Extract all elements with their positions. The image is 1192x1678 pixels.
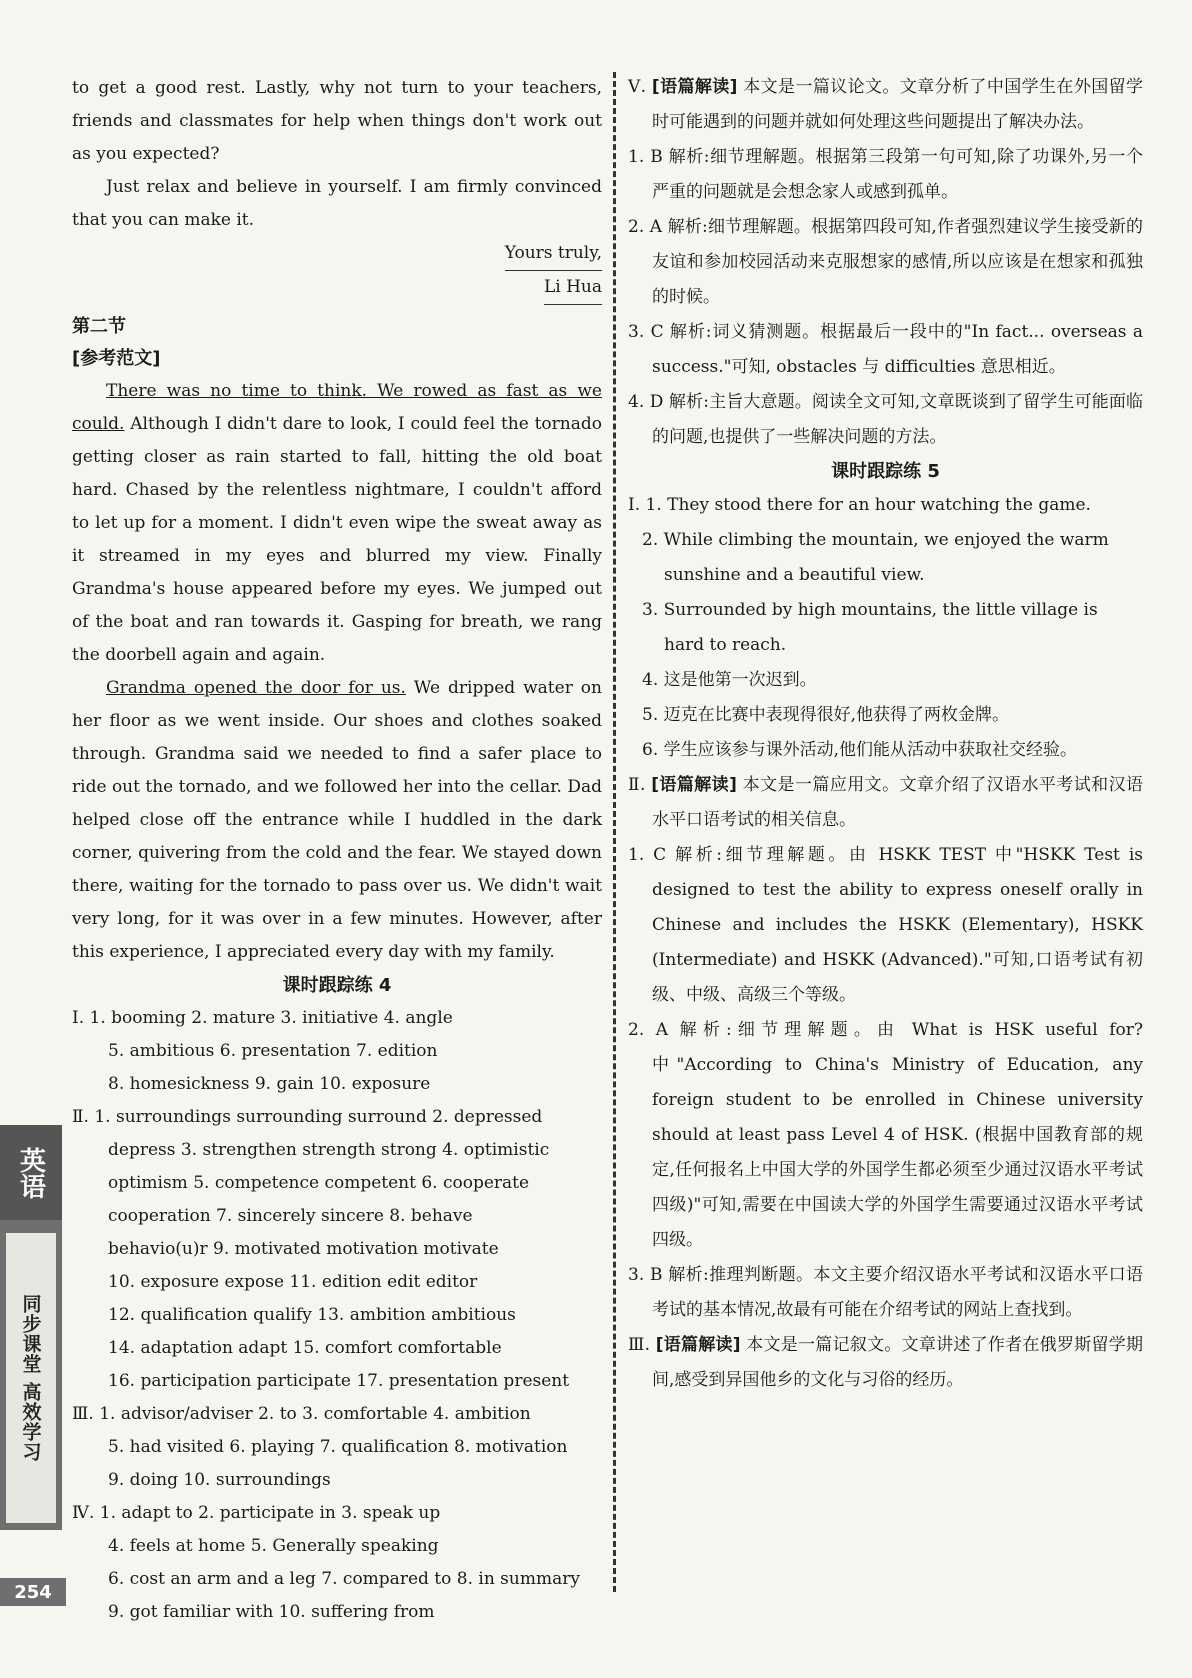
answer-line: 5. had visited 6. playing 7. qualification 8. motivation	[108, 1437, 568, 1457]
practice-4-title: 课时跟踪练 4	[282, 975, 392, 996]
essay-paragraph: There was no time to think. We rowed as fast as we could. Although I didn't dare to look, I could feel the tornado getting closer as rain started to fall, hitting the old boat hard. Chased by the relentless nightmare, I couldn't afford to let up for a moment. I didn't even wipe the sweat away as it streamed in my eyes and blurred my view. Finally Grandma's house appeared before my eyes. We jumped out of the boat and ran towards it. Gasping for breath, we rang the doorbell again and again.	[72, 381, 602, 665]
passage-intro: Ⅱ. [语篇解读] 本文是一篇应用文。文章介绍了汉语水平考试和汉语水平口语考试的相关信息。	[628, 775, 1143, 830]
answer-line: Ⅱ. 1. surroundings surrounding surround 2. depressed	[72, 1107, 543, 1127]
answer-line: Ⅳ. 1. adapt to 2. participate in 3. speak up	[72, 1503, 441, 1523]
letter-paragraph: to get a good rest. Lastly, why not turn to your teachers, friends and classmates for help when things don't work out as you expected?	[72, 78, 602, 164]
letter-closing: Yours truly,	[72, 237, 602, 271]
passage-intro: Ⅴ. [语篇解读] 本文是一篇议论文。文章分析了中国学生在外国留学时可能遇到的问题并就如何处理这些问题提出了解决办法。	[628, 77, 1144, 132]
answer-item: 2. While climbing the mountain, we enjoyed the warm sunshine and a beautiful view.	[642, 530, 1109, 585]
column-divider	[613, 72, 616, 1592]
series-label: 同步课堂 高效学习	[6, 1233, 56, 1523]
answer-line: 5. ambitious 6. presentation 7. edition	[108, 1041, 438, 1061]
letter-signature: Li Hua	[72, 271, 602, 305]
essay-paragraph: Grandma opened the door for us. We dripped water on her floor as we went inside. Our shoes and clothes soaked through. Grandma said we needed to find a safer place to ride out the tornado, and we followed her into the cellar. Dad helped close off the entrance while I huddled in the dark corner, quivering from the cold and the fear. We stayed down there, waiting for the tornado to pass over us. We didn't wait very long, for it was over in a few minutes. However, after this experience, I appreciated every day with my family.	[72, 678, 602, 962]
answer-line: 9. got familiar with 10. suffering from	[108, 1602, 435, 1622]
left-column	[72, 72, 602, 1629]
answer-line: 6. cost an arm and a leg 7. compared to 8. in summary	[108, 1569, 580, 1589]
answer-line: Ⅲ. 1. advisor/adviser 2. to 3. comfortable 4. ambition	[72, 1404, 531, 1424]
answer-line: 10. exposure expose 11. edition edit editor	[108, 1272, 478, 1292]
answer-item: 4. D 解析:主旨大意题。阅读全文可知,文章既谈到了留学生可能面临的问题,也提供了一些解决问题的方法。	[628, 392, 1143, 447]
passage-intro: Ⅲ. [语篇解读] 本文是一篇记叙文。文章讲述了作者在俄罗斯留学期间,感受到异国他乡的文化与习俗的经历。	[628, 1335, 1143, 1390]
answer-item: 1. B 解析:细节理解题。根据第三段第一句可知,除了功课外,另一个严重的问题就是会想念家人或感到孤单。	[628, 147, 1143, 202]
answer-line: 12. qualification qualify 13. ambition ambitious	[108, 1305, 516, 1325]
answer-line: 8. homesickness 9. gain 10. exposure	[108, 1074, 431, 1094]
passage-tag: [语篇解读]	[651, 77, 738, 97]
answer-item: 1. C 解析:细节理解题。由 HSKK TEST 中"HSKK Test is designed to test the ability to express oneself orally in Chinese and includes the HSKK (Elementary), HSKK (Intermediate) and HSKK (Advanced)."可知,口语考试有初级、中级、高级三个等级。	[628, 845, 1143, 1005]
answer-item: 4. 这是他第一次迟到。	[642, 670, 817, 690]
subject-label: 英语	[0, 1125, 62, 1220]
answer-item: 2. A 解析:细节理解题。由 What is HSK useful for? 中"According to China's Ministry of Education, any foreign student to be enrolled in Chinese university should at least pass Level 4 of HSK. (根据中国教育部的规定,任何报名上中国大学的外国学生都必须至少通过汉语水平考试四级)"可知,需要在中国读大学的外国学生需要通过汉语水平考试四级。	[628, 1020, 1143, 1250]
subject-sidebar	[0, 1125, 62, 1530]
right-column	[628, 70, 1143, 1398]
answer-item: 3. B 解析:推理判断题。本文主要介绍汉语水平考试和汉语水平口语考试的基本情况,故最有可能在介绍考试的网站上查找到。	[628, 1265, 1143, 1320]
answer-line: cooperation 7. sincerely sincere 8. behave	[108, 1206, 473, 1226]
answer-item: 6. 学生应该参与课外活动,他们能从活动中获取社交经验。	[642, 740, 1078, 760]
letter-paragraph: Just relax and believe in yourself. I am firmly convinced that you can make it.	[72, 177, 602, 230]
page-number: 254	[0, 1578, 66, 1606]
answer-line: 4. feels at home 5. Generally speaking	[108, 1536, 439, 1556]
practice-5-title: 课时跟踪练 5	[831, 461, 940, 482]
answer-item: 5. 迈克在比赛中表现得很好,他获得了两枚金牌。	[642, 705, 1010, 725]
essay-given-sentence: Grandma opened the door for us.	[106, 678, 406, 698]
answer-item: Ⅰ. 1. They stood there for an hour watching the game.	[628, 495, 1091, 515]
answer-line: depress 3. strengthen strength strong 4. optimistic	[108, 1140, 550, 1160]
reference-label: [参考范文]	[72, 348, 161, 369]
passage-tag: [语篇解读]	[655, 1335, 741, 1355]
answer-line: optimism 5. competence competent 6. cooperate	[108, 1173, 530, 1193]
answer-line: 16. participation participate 17. presentation present	[108, 1371, 570, 1391]
answer-item: 2. A 解析:细节理解题。根据第四段可知,作者强烈建议学生接受新的友谊和参加校园活动来克服想家的感情,所以应该是在想家和孤独的时候。	[628, 217, 1143, 307]
passage-tag: [语篇解读]	[651, 775, 737, 795]
answer-line: Ⅰ. 1. booming 2. mature 3. initiative 4. angle	[72, 1008, 453, 1028]
answer-line: 14. adaptation adapt 15. comfort comfortable	[108, 1338, 502, 1358]
answer-item: 3. Surrounded by high mountains, the little village is hard to reach.	[642, 600, 1098, 655]
essay-given-sentence: There was no time to think. We rowed as fast as we could.	[72, 381, 602, 434]
answer-line: behavio(u)r 9. motivated motivation motivate	[108, 1239, 499, 1259]
answer-line: 9. doing 10. surroundings	[108, 1470, 331, 1490]
section-title: 第二节	[72, 316, 126, 337]
answer-item: 3. C 解析:词义猜测题。根据最后一段中的"In fact... overseas a success."可知, obstacles 与 difficulties 意思相近。	[628, 322, 1143, 377]
